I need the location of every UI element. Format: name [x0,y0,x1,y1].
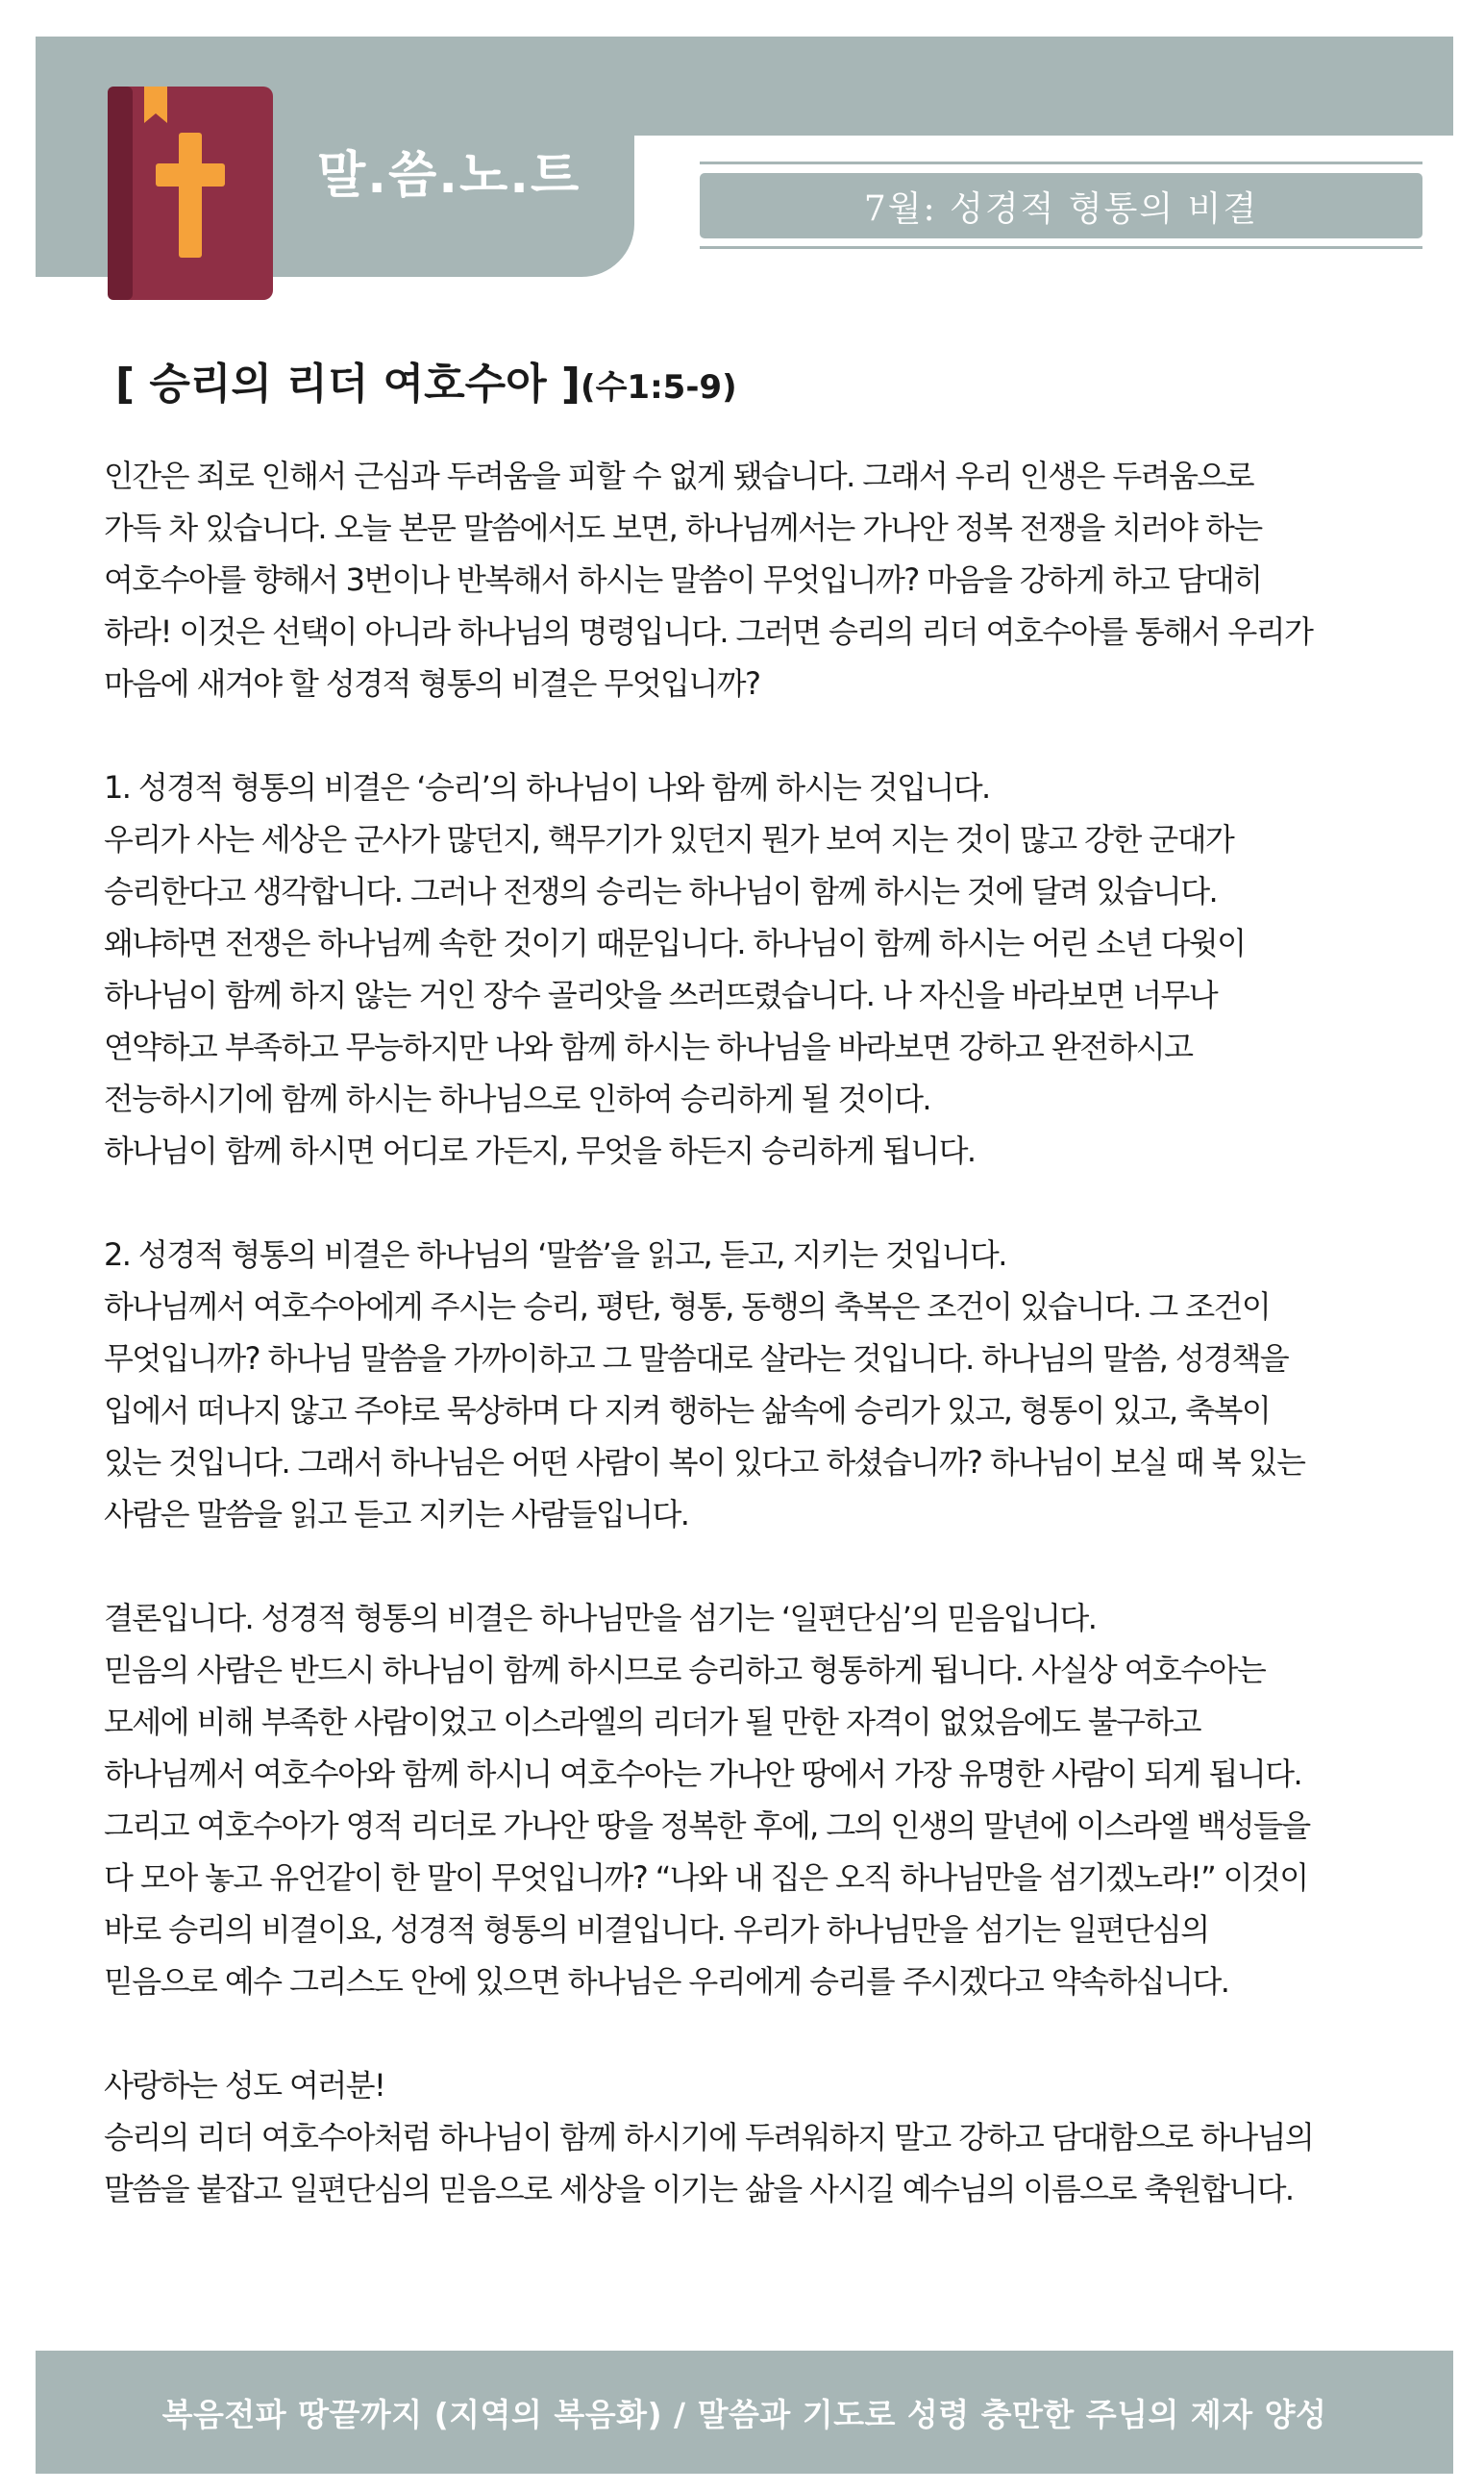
text-line: 하라! 이것은 선택이 아니라 하나님의 명령입니다. 그러면 승리의 리더 여호수아를 통해서 우리가 [104,613,1313,650]
paragraph-blessing [104,2059,1392,2215]
header-rule-top [700,162,1422,164]
footer-text: 복음전파 땅끝까지 (지역의 복음화) / 말씀과 기도로 성령 충만한 주님의 제자 양성 [161,2395,1327,2433]
text-line: 다 모아 놓고 유언같이 한 말이 무엇입니까? “나와 내 집은 오직 하나님만을 섬기겠노라!” 이것이 [104,1859,1308,1896]
bible-icon [108,87,273,300]
page-title: 말.씀.노.트 [317,147,581,205]
sermon-title [115,360,737,411]
text-line: 하나님이 함께 하지 않는 거인 장수 골리앗을 쓰러뜨렸습니다. 나 자신을 바라보면 너무나 [104,977,1218,1013]
text-line: 결론입니다. 성경적 형통의 비결은 하나님만을 섬기는 ‘일편단심’의 믿음입니다. [104,1600,1097,1636]
text-line: 믿음의 사람은 반드시 하나님이 함께 하시므로 승리하고 형통하게 됩니다. 사실상 여호수아는 [104,1652,1266,1688]
paragraph-intro [104,450,1392,710]
text-line: 우리가 사는 세상은 군사가 많던지, 핵무기가 있던지 뭔가 보여 지는 것이 많고 강한 군대가 [104,821,1234,858]
text-line: 연약하고 부족하고 무능하지만 나와 함께 하시는 하나님을 바라보면 강하고 완전하시고 [104,1029,1193,1065]
text-line: 바로 승리의 비결이요, 성경적 형통의 비결입니다. 우리가 하나님만을 섬기는 일편단심의 [104,1911,1209,1948]
text-line: 사랑하는 성도 여러분! [104,2067,385,2104]
text-line: 사람은 말씀을 읽고 듣고 지키는 사람들입니다. [104,1496,689,1532]
text-line: 하나님께서 여호수아에게 주시는 승리, 평탄, 형통, 동행의 축복은 조건이 있습니다. 그 조건이 [104,1288,1271,1325]
sermon-title-text: [ 승리의 리더 여호수아 ] [115,360,581,409]
month-theme-label: 7월: 성경적 형통의 비결 [700,173,1422,238]
paragraph-point-2 [104,1229,1392,1540]
text-line: 왜냐하면 전쟁은 하나님께 속한 것이기 때문입니다. 하나님이 함께 하시는 어린 소년 다윗이 [104,925,1246,961]
text-line: 1. 성경적 형통의 비결은 ‘승리’의 하나님이 나와 함께 하시는 것입니다. [104,769,990,806]
text-line: 그리고 여호수아가 영적 리더로 가나안 땅을 정복한 후에, 그의 인생의 말년에 이스라엘 백성들을 [104,1807,1310,1844]
text-line: 믿음으로 예수 그리스도 안에 있으면 하나님은 우리에게 승리를 주시겠다고 약속하십니다. [104,1963,1229,2000]
text-line: 모세에 비해 부족한 사람이었고 이스라엘의 리더가 될 만한 자격이 없었음에도 불구하고 [104,1704,1200,1740]
paragraph-point-1 [104,761,1392,1177]
header-rule-bottom [700,246,1422,249]
text-line: 마음에 새겨야 할 성경적 형통의 비결은 무엇입니까? [104,665,760,702]
text-line: 하나님이 함께 하시면 어디로 가든지, 무엇을 하든지 승리하게 됩니다. [104,1133,976,1169]
text-line: 입에서 떠나지 않고 주야로 묵상하며 다 지켜 행하는 삶속에 승리가 있고, 형통이 있고, 축복이 [104,1392,1271,1429]
text-line: 전능하시기에 함께 하시는 하나님으로 인하여 승리하게 될 것이다. [104,1081,931,1117]
text-line: 승리의 리더 여호수아처럼 하나님이 함께 하시기에 두려워하지 말고 강하고 담대함으로 하나님의 [104,2119,1314,2155]
sermon-body [104,450,1392,2267]
text-line: 승리한다고 생각합니다. 그러나 전쟁의 승리는 하나님이 함께 하시는 것에 달려 있습니다. [104,873,1218,909]
footer-banner [36,2351,1453,2474]
text-line: 가득 차 있습니다. 오늘 본문 말씀에서도 보면, 하나님께서는 가나안 정복 전쟁을 치러야 하는 [104,510,1262,546]
text-line: 무엇입니까? 하나님 말씀을 가까이하고 그 말씀대로 살라는 것입니다. 하나님의 말씀, 성경책을 [104,1340,1289,1377]
text-line: 말씀을 붙잡고 일편단심의 믿음으로 세상을 이기는 삶을 사시길 예수님의 이름으로 축원합니다. [104,2171,1294,2207]
text-line: 있는 것입니다. 그래서 하나님은 어떤 사람이 복이 있다고 하셨습니까? 하나님이 보실 때 복 있는 [104,1444,1305,1481]
text-line: 2. 성경적 형통의 비결은 하나님의 ‘말씀’을 읽고, 듣고, 지키는 것입니다. [104,1236,1006,1273]
text-line: 하나님께서 여호수아와 함께 하시니 여호수아는 가나안 땅에서 가장 유명한 사람이 되게 됩니다. [104,1756,1302,1792]
text-line: 인간은 죄로 인해서 근심과 두려움을 피할 수 없게 됐습니다. 그래서 우리 인생은 두려움으로 [104,458,1253,494]
scripture-reference: (수1:5-9) [581,368,737,407]
text-line: 여호수아를 향해서 3번이나 반복해서 하시는 말씀이 무엇입니까? 마음을 강하게 하고 담대히 [104,561,1262,598]
paragraph-conclusion [104,1592,1392,2007]
